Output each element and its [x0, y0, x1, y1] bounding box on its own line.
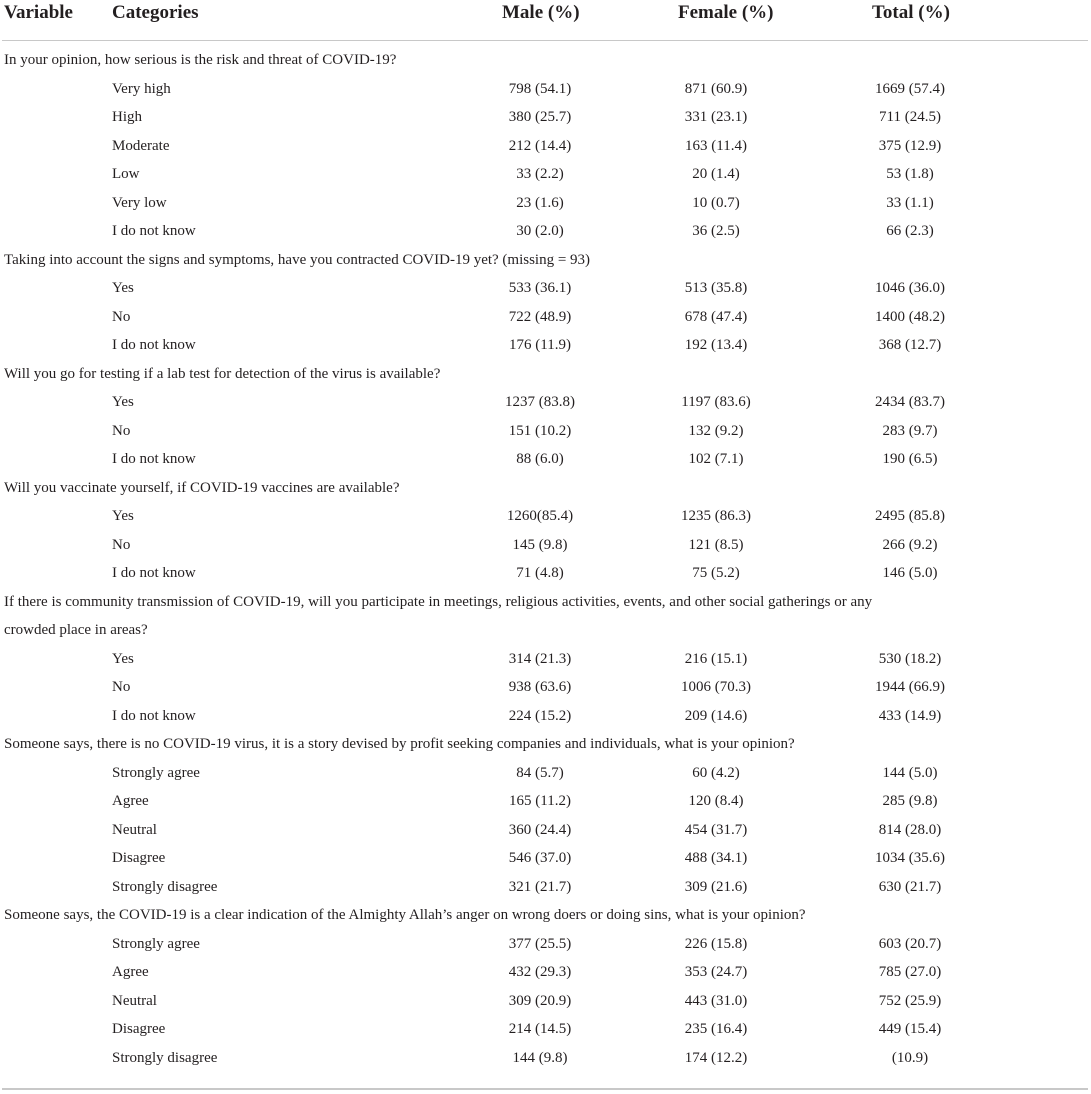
category-cell: Very low — [112, 194, 167, 211]
table-row — [0, 987, 1091, 1016]
total-cell: 1669 (57.4) — [875, 80, 945, 97]
question-text: In your opinion, how serious is the risk and threat of COVID-19? — [4, 52, 397, 68]
table-row — [0, 417, 1091, 446]
table-row — [0, 217, 1091, 246]
table-row — [0, 873, 1091, 902]
table-row — [0, 388, 1091, 417]
male-cell: 321 (21.7) — [508, 878, 572, 895]
male-cell: 71 (4.8) — [516, 565, 564, 581]
question-text: If there is community transmission of COVID-19, will you participate in meetings, religious activities, events, and other social gatherings or any — [4, 593, 873, 610]
male-cell: 533 (36.1) — [508, 280, 572, 296]
female-cell: 163 (11.4) — [685, 137, 747, 154]
category-cell: No — [112, 536, 131, 553]
male-cell: 33 (2.2) — [516, 166, 564, 182]
total-cell: (10.9) — [891, 1049, 929, 1066]
header-categories: Categories — [112, 2, 199, 23]
table-row — [0, 1044, 1091, 1073]
category-cell: Yes — [112, 280, 134, 296]
female-cell: 678 (47.4) — [684, 308, 748, 325]
female-cell: 1006 (70.3) — [681, 679, 751, 695]
table-row — [0, 559, 1091, 588]
male-cell: 84 (5.7) — [516, 764, 564, 781]
female-cell: 331 (23.1) — [684, 109, 748, 125]
category-cell: No — [112, 679, 131, 695]
category-cell: Disagree — [112, 850, 166, 866]
table-row — [0, 531, 1091, 560]
male-cell: 1237 (83.8) — [505, 394, 575, 410]
table-row — [0, 816, 1091, 845]
category-cell: Moderate — [112, 137, 170, 154]
female-cell: 226 (15.8) — [684, 935, 748, 952]
total-cell: 752 (25.9) — [878, 992, 942, 1009]
table-row — [0, 787, 1091, 816]
category-cell: Disagree — [112, 1021, 166, 1037]
question-row — [0, 360, 1091, 389]
table-row — [0, 702, 1091, 731]
category-cell: Neutral — [112, 821, 157, 838]
female-cell: 488 (34.1) — [684, 850, 748, 866]
total-cell: 814 (28.0) — [878, 821, 942, 838]
female-cell: 209 (14.6) — [684, 707, 748, 724]
female-cell: 353 (24.7) — [684, 964, 748, 980]
table-row — [0, 132, 1091, 161]
question-row — [0, 588, 1091, 617]
question-text: Taking into account the signs and symptoms, have you contracted COVID-19 yet? (missing = 93) — [4, 251, 591, 268]
category-cell: No — [112, 422, 131, 439]
female-cell: 10 (0.7) — [692, 194, 740, 211]
question-text: Will you go for testing if a lab test for detection of the virus is available? — [4, 365, 441, 382]
male-cell: 798 (54.1) — [508, 80, 572, 97]
table-row — [0, 958, 1091, 987]
category-cell: I do not know — [112, 337, 196, 353]
category-cell: Very high — [112, 80, 171, 97]
total-cell: 530 (18.2) — [878, 650, 942, 667]
category-cell: Agree — [112, 793, 149, 809]
total-cell: 1400 (48.2) — [875, 308, 945, 325]
female-cell: 192 (13.4) — [684, 337, 748, 353]
total-cell: 283 (9.7) — [882, 422, 938, 439]
question-row — [0, 246, 1091, 275]
header-rule — [2, 40, 1088, 41]
total-cell: 146 (5.0) — [882, 565, 938, 581]
female-cell: 102 (7.1) — [688, 451, 744, 467]
male-cell: 151 (10.2) — [508, 422, 572, 439]
male-cell: 377 (25.5) — [508, 935, 572, 952]
total-cell: 711 (24.5) — [879, 109, 941, 125]
total-cell: 603 (20.7) — [878, 935, 942, 952]
table-row — [0, 673, 1091, 702]
total-cell: 1046 (36.0) — [875, 280, 945, 296]
category-cell: I do not know — [112, 707, 196, 724]
total-cell: 433 (14.9) — [878, 707, 942, 724]
female-cell: 443 (31.0) — [684, 992, 748, 1009]
male-cell: 380 (25.7) — [508, 109, 572, 125]
question-row — [0, 901, 1091, 930]
table-row — [0, 274, 1091, 303]
question-text: Someone says, there is no COVID-19 virus, it is a story devised by profit seeking companies and individuals, what is your opinion? — [4, 736, 795, 752]
table-row — [0, 930, 1091, 959]
female-cell: 1197 (83.6) — [681, 394, 751, 410]
female-cell: 309 (21.6) — [684, 878, 748, 895]
table-row — [0, 75, 1091, 104]
category-cell: Yes — [112, 394, 134, 410]
total-cell: 266 (9.2) — [882, 536, 938, 553]
category-cell: Yes — [112, 650, 134, 667]
category-cell: No — [112, 308, 131, 325]
total-cell: 449 (15.4) — [878, 1021, 942, 1037]
total-cell: 66 (2.3) — [886, 223, 934, 239]
female-cell: 513 (35.8) — [684, 280, 748, 296]
total-cell: 375 (12.9) — [878, 137, 942, 154]
table-header — [0, 0, 1091, 40]
total-cell: 190 (6.5) — [882, 451, 938, 467]
female-cell: 20 (1.4) — [692, 166, 740, 182]
header-male: Male (%) — [502, 2, 580, 23]
header-female: Female (%) — [678, 2, 774, 23]
female-cell: 36 (2.5) — [692, 223, 740, 239]
category-cell: Strongly disagree — [112, 878, 218, 895]
table-row — [0, 189, 1091, 218]
male-cell: 23 (1.6) — [516, 194, 564, 211]
male-cell: 214 (14.5) — [508, 1021, 572, 1037]
bottom-rule — [2, 1088, 1088, 1090]
male-cell: 432 (29.3) — [508, 964, 572, 980]
female-cell: 235 (16.4) — [684, 1021, 748, 1037]
male-cell: 165 (11.2) — [509, 793, 571, 809]
category-cell: Strongly disagree — [112, 1049, 218, 1066]
male-cell: 145 (9.8) — [512, 536, 568, 553]
male-cell: 722 (48.9) — [508, 308, 572, 325]
total-cell: 53 (1.8) — [886, 166, 934, 182]
question-text-continued: crowded place in areas? — [4, 622, 148, 638]
category-cell: Neutral — [112, 992, 157, 1009]
table-row — [0, 160, 1091, 189]
category-cell: I do not know — [112, 223, 196, 239]
female-cell: 60 (4.2) — [692, 764, 740, 781]
header-total: Total (%) — [872, 2, 950, 23]
table-row — [0, 303, 1091, 332]
female-cell: 871 (60.9) — [684, 80, 748, 97]
table-row — [0, 502, 1091, 531]
female-cell: 120 (8.4) — [688, 793, 744, 809]
question-text: Someone says, the COVID-19 is a clear indication of the Almighty Allah’s anger on wrong doers or doing sins, what is your opinion? — [4, 907, 806, 923]
category-cell: Agree — [112, 964, 149, 980]
total-cell: 630 (21.7) — [878, 878, 942, 895]
total-cell: 33 (1.1) — [886, 194, 934, 211]
male-cell: 212 (14.4) — [508, 137, 572, 154]
total-cell: 1034 (35.6) — [875, 850, 945, 866]
female-cell: 174 (12.2) — [684, 1049, 748, 1066]
total-cell: 144 (5.0) — [882, 764, 938, 781]
total-cell: 785 (27.0) — [878, 964, 942, 980]
total-cell: 1944 (66.9) — [875, 679, 945, 695]
total-cell: 368 (12.7) — [878, 337, 942, 353]
female-cell: 75 (5.2) — [692, 565, 740, 581]
table-row — [0, 844, 1091, 873]
category-cell: Low — [112, 166, 140, 182]
total-cell: 2434 (83.7) — [875, 394, 945, 410]
table-row — [0, 1015, 1091, 1044]
table-row — [0, 645, 1091, 674]
female-cell: 454 (31.7) — [684, 821, 748, 838]
female-cell: 132 (9.2) — [688, 422, 744, 439]
category-cell: Strongly agree — [112, 764, 200, 781]
male-cell: 176 (11.9) — [509, 337, 571, 353]
male-cell: 88 (6.0) — [516, 451, 564, 467]
female-cell: 121 (8.5) — [688, 536, 744, 553]
header-variable: Variable — [4, 2, 73, 23]
category-cell: Yes — [112, 508, 134, 524]
table-row — [0, 759, 1091, 788]
question-row — [0, 474, 1091, 503]
male-cell: 360 (24.4) — [508, 821, 572, 838]
male-cell: 309 (20.9) — [508, 992, 572, 1009]
female-cell: 1235 (86.3) — [681, 508, 751, 524]
total-cell: 285 (9.8) — [882, 793, 938, 809]
question-row — [0, 730, 1091, 759]
question-row-continued — [0, 616, 1091, 645]
table-row — [0, 331, 1091, 360]
male-cell: 224 (15.2) — [508, 707, 572, 724]
male-cell: 144 (9.8) — [512, 1049, 568, 1066]
male-cell: 546 (37.0) — [508, 850, 572, 866]
female-cell: 216 (15.1) — [684, 650, 748, 667]
male-cell: 30 (2.0) — [516, 223, 564, 239]
category-cell: Strongly agree — [112, 935, 200, 952]
table-row — [0, 445, 1091, 474]
question-text: Will you vaccinate yourself, if COVID-19 vaccines are available? — [4, 479, 400, 496]
category-cell: I do not know — [112, 565, 196, 581]
category-cell: High — [112, 109, 142, 125]
male-cell: 1260(85.4) — [506, 508, 574, 524]
total-cell: 2495 (85.8) — [875, 508, 945, 524]
male-cell: 938 (63.6) — [508, 679, 572, 695]
male-cell: 314 (21.3) — [508, 650, 572, 667]
question-row — [0, 46, 1091, 75]
table-row — [0, 103, 1091, 132]
category-cell: I do not know — [112, 451, 196, 467]
